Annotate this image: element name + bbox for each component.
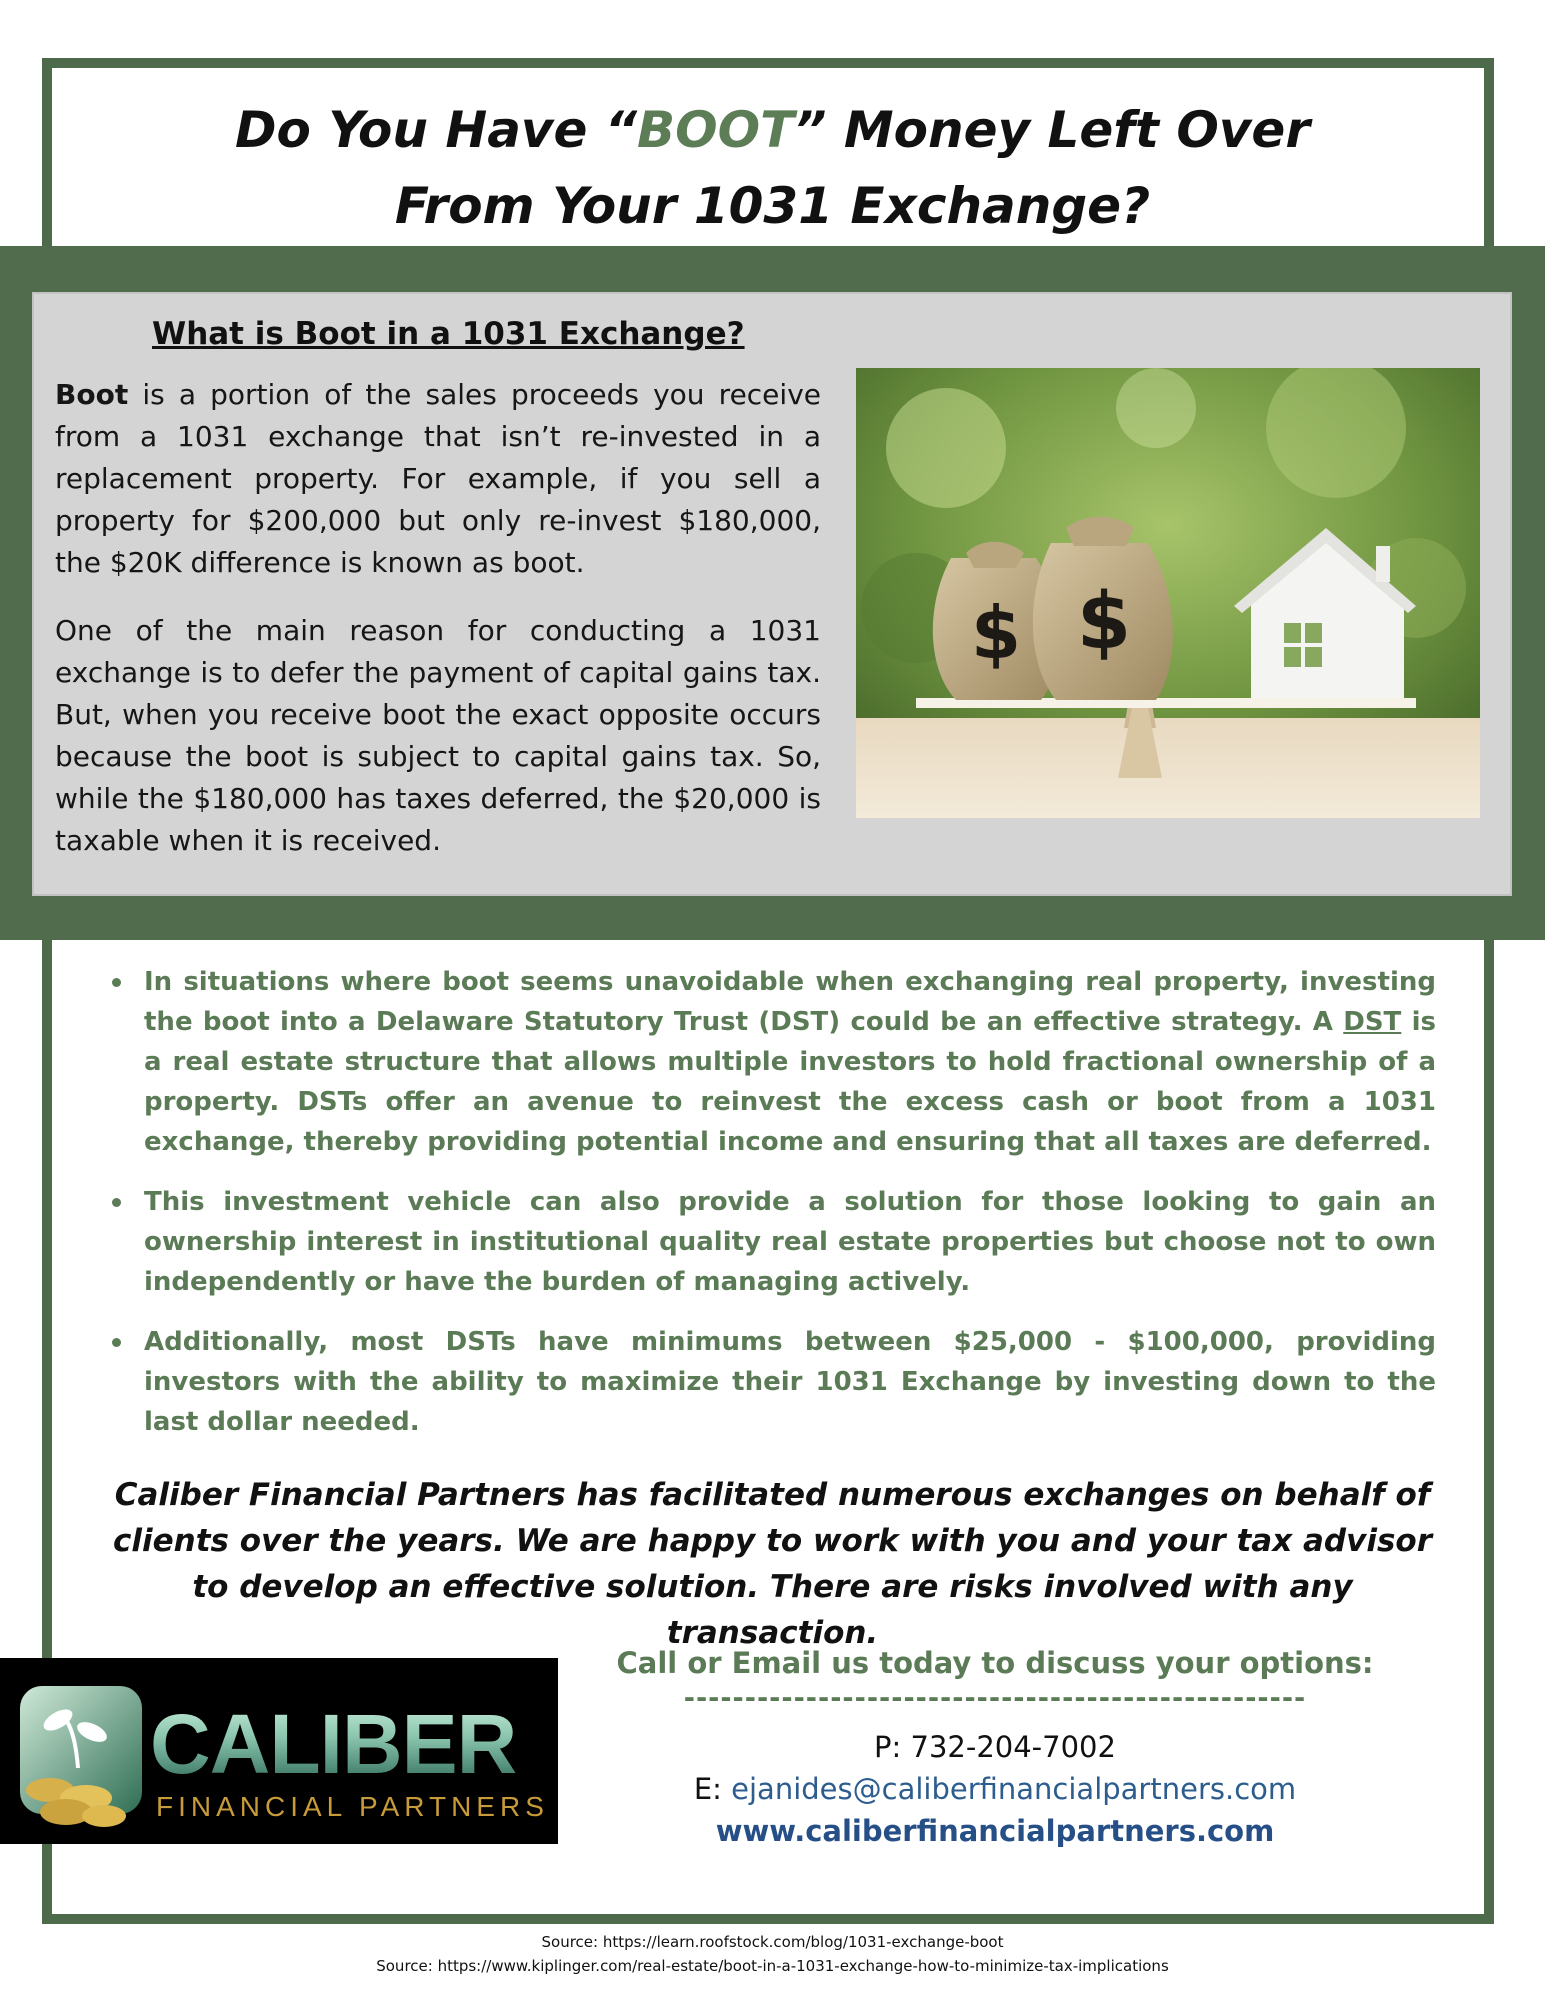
logo-emblem-icon bbox=[0, 1658, 150, 1844]
money-bags-house-seesaw-image bbox=[856, 368, 1480, 818]
logo-tagline: FINANCIAL PARTNERS bbox=[156, 1791, 549, 1822]
title-text: Do You Have “ bbox=[234, 101, 638, 159]
email-line bbox=[600, 1768, 1390, 1810]
source-link[interactable]: Source: https://learn.roofstock.com/blog/1031-exchange-boot bbox=[541, 1933, 1004, 1951]
dst-benefits-list bbox=[100, 962, 1436, 1462]
bullet-icon bbox=[112, 1338, 121, 1347]
term-boot: Boot bbox=[55, 378, 129, 411]
list-item-text: This investment vehicle can also provide a solution for those looking to gain an ownership interest in institutional quality real estate properties but choose not to own independently or have the burden of managing actively. bbox=[144, 1187, 1436, 1297]
title-line-1 bbox=[0, 92, 1545, 168]
title-text: ” Money Left Over bbox=[794, 101, 1311, 159]
dst-link[interactable]: DST bbox=[1343, 1007, 1402, 1037]
svg-text:$: $ bbox=[1076, 577, 1132, 667]
paragraph-text: is a portion of the sales proceeds you receive from a 1031 exchange that isn’t re-invested in a replacement property. For example, if you sell a property for $200,000 but only re-invest $180,000, the $20K difference is known as boot. bbox=[55, 378, 821, 579]
phone-number[interactable]: P: 732-204-7002 bbox=[874, 1730, 1116, 1764]
dashed-divider: --------------------------------------------------- bbox=[683, 1686, 1307, 1712]
bullet-icon bbox=[112, 978, 121, 987]
sources-footer bbox=[0, 1930, 1545, 1978]
page-title bbox=[0, 92, 1545, 244]
title-accent-boot: BOOT bbox=[637, 101, 795, 159]
caliber-logo bbox=[0, 1658, 558, 1844]
list-item-text: In situations where boot seems unavoidable when exchanging real property, investing the boot into a Delaware Statutory Trust (DST) could be an effective strategy. A bbox=[144, 967, 1436, 1037]
intro-paragraph-1 bbox=[55, 374, 821, 584]
logo-wordmark: CALIBER bbox=[150, 1697, 517, 1791]
website-link[interactable]: www.caliberfinancialpartners.com bbox=[715, 1814, 1275, 1848]
photo-illustration bbox=[856, 368, 1480, 818]
bullet-icon bbox=[112, 1198, 121, 1207]
list-item bbox=[100, 1322, 1436, 1442]
title-line-2: From Your 1031 Exchange? bbox=[394, 177, 1151, 235]
contact-block bbox=[600, 1640, 1390, 1852]
email-label: E: bbox=[693, 1772, 732, 1806]
list-item bbox=[100, 1182, 1436, 1302]
svg-text:$: $ bbox=[970, 591, 1022, 675]
intro-paragraph-2: One of the main reason for conducting a 1031 exchange is to defer the payment of capital gains tax. But, when you receive boot the exact opposite occurs because the boot is subject to capital gains tax. So, while the $180,000 has taxes deferred, the $20,000 is taxable when it is received. bbox=[55, 614, 821, 857]
closing-statement: Caliber Financial Partners has facilitated numerous exchanges on behalf of clients over the years. We are happy to work with you and your tax advisor to develop an effective solution. There are risks involved with any transaction. bbox=[113, 1477, 1432, 1651]
list-item-text: is a real estate structure that allows multiple investors to hold fractional ownership of a property. DSTs offer an avenue to reinvest the excess cash or boot from a 1031 exchange, thereby providing potential income and ensuring that all taxes are deferred. bbox=[144, 1007, 1436, 1157]
call-to-action: Call or Email us today to discuss your options: bbox=[616, 1646, 1374, 1680]
section-heading: What is Boot in a 1031 Exchange? bbox=[152, 316, 745, 352]
list-item bbox=[100, 962, 1436, 1162]
source-link[interactable]: Source: https://www.kiplinger.com/real-estate/boot-in-a-1031-exchange-how-to-minimize-tax-implications bbox=[376, 1957, 1169, 1975]
list-item-text: Additionally, most DSTs have minimums between $25,000 - $100,000, providing investors with the ability to maximize their 1031 Exchange by investing down to the last dollar needed. bbox=[144, 1327, 1436, 1437]
email-link[interactable]: ejanides@caliberfinancialpartners.com bbox=[731, 1772, 1297, 1806]
